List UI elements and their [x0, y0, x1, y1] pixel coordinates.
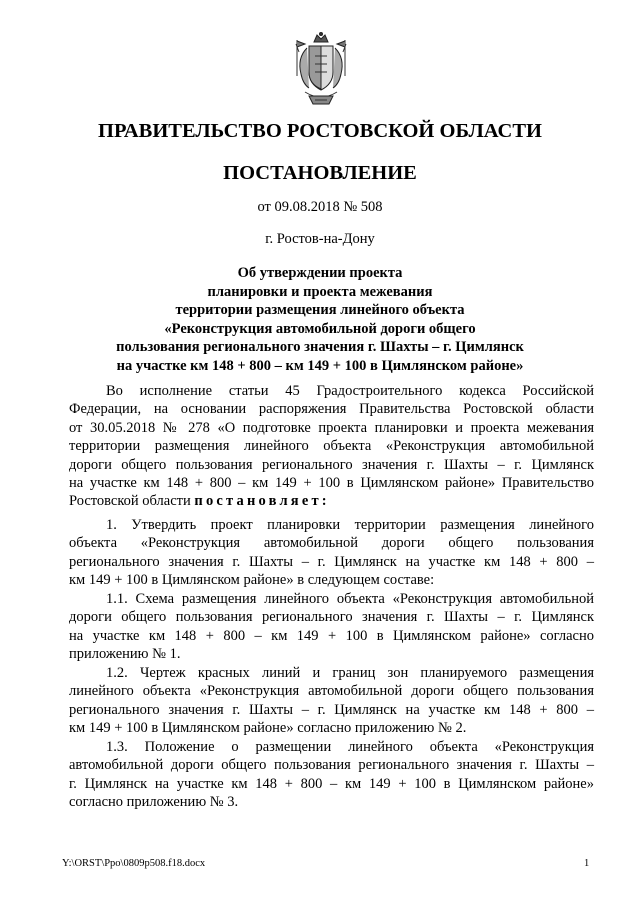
preamble-line: Во исполнение статьи 45 Градостроительного кодекса Российской	[106, 383, 594, 399]
item-line: 1. Утвердить проект планировки территории размещения линейного	[106, 517, 594, 533]
item-line: автомобильной дороги общего пользования регионального значения г. Шахты –	[69, 757, 594, 774]
document-title	[70, 264, 570, 376]
decree-item-1-2	[69, 664, 594, 738]
item-line: объекта «Реконструкция автомобильной дороги общего пользования	[69, 535, 594, 552]
preamble-line: дороги общего пользования регионального значения г. Шахты – г. Цимлянск	[69, 456, 594, 473]
preamble-line: от 30.05.2018 № 278 «О подготовке проекта планировки и проекта межевания	[69, 419, 594, 436]
item-line: линейного объекта «Реконструкция автомобильной дороги общего пользования	[69, 683, 594, 700]
coat-of-arms-emblem	[293, 30, 349, 110]
item-line: согласно приложению № 3.	[69, 794, 239, 811]
preamble-last-line	[69, 492, 594, 510]
item-line: на участке км 148 + 800 – км 149 + 100 в Цимлянском районе» согласно	[69, 627, 594, 644]
item-line: регионального значения г. Шахты – г. Цимлянск на участке км 148 + 800 –	[69, 701, 594, 718]
preamble-paragraph	[69, 382, 594, 511]
title-line: Об утверждении проекта	[237, 265, 403, 281]
item-line: 1.3. Положение о размещении линейного объекта «Реконструкция	[106, 739, 594, 755]
page-number: 1	[584, 858, 590, 869]
document-type: ПОСТАНОВЛЕНИЕ	[223, 162, 417, 184]
item-line: км 149 + 100 в Цимлянском районе» согласно приложению № 2.	[69, 720, 467, 737]
title-line: территории размещения линейного объекта	[175, 302, 465, 319]
title-line: пользования регионального значения г. Шахты – г. Цимлянск	[116, 339, 524, 356]
preamble-line: территории размещения линейного объекта «Реконструкция автомобильной	[69, 438, 594, 455]
document-date-number: от 09.08.2018 № 508	[257, 199, 383, 215]
decree-item-1-3	[69, 738, 594, 812]
organization-name: ПРАВИТЕЛЬСТВО РОСТОВСКОЙ ОБЛАСТИ	[98, 120, 542, 142]
item-line: км 149 + 100 в Цимлянском районе» в следующем составе:	[69, 572, 435, 589]
item-line: дороги общего пользования регионального значения г. Шахты – г. Цимлянск	[69, 609, 594, 626]
title-line: планировки и проекта межевания	[207, 283, 433, 300]
decree-item-1-1	[69, 590, 594, 664]
item-line: приложению № 1.	[69, 646, 181, 663]
place-of-issue: г. Ростов-на-Дону	[265, 231, 375, 247]
preamble-line: на участке км 148 + 800 – км 149 + 100 в Цимлянском районе» Правительство	[69, 475, 594, 492]
title-line: «Реконструкция автомобильной дороги общего	[164, 320, 476, 337]
title-line: на участке км 148 + 800 – км 149 + 100 в Цимлянском районе»	[116, 357, 524, 374]
item-line: 1.1. Схема размещения линейного объекта «Реконструкция автомобильной	[106, 591, 594, 607]
decree-item-1	[69, 516, 594, 590]
decree-word: постановляет:	[194, 493, 330, 510]
preamble-line: Федерации, на основании распоряжения Правительства Ростовской области	[69, 401, 594, 418]
footer-file-path: Y:\ORST\Ppo\0809p508.f18.docx	[62, 858, 206, 869]
preamble-last-text: Ростовской области	[69, 493, 195, 510]
item-line: г. Цимлянск на участке км 148 + 800 – км 149 + 100 в Цимлянском районе»	[69, 775, 594, 792]
item-line: регионального значения г. Шахты – г. Цимлянск на участке км 148 + 800 –	[69, 553, 594, 570]
item-line: 1.2. Чертеж красных линий и границ зон планируемого размещения	[106, 665, 594, 681]
